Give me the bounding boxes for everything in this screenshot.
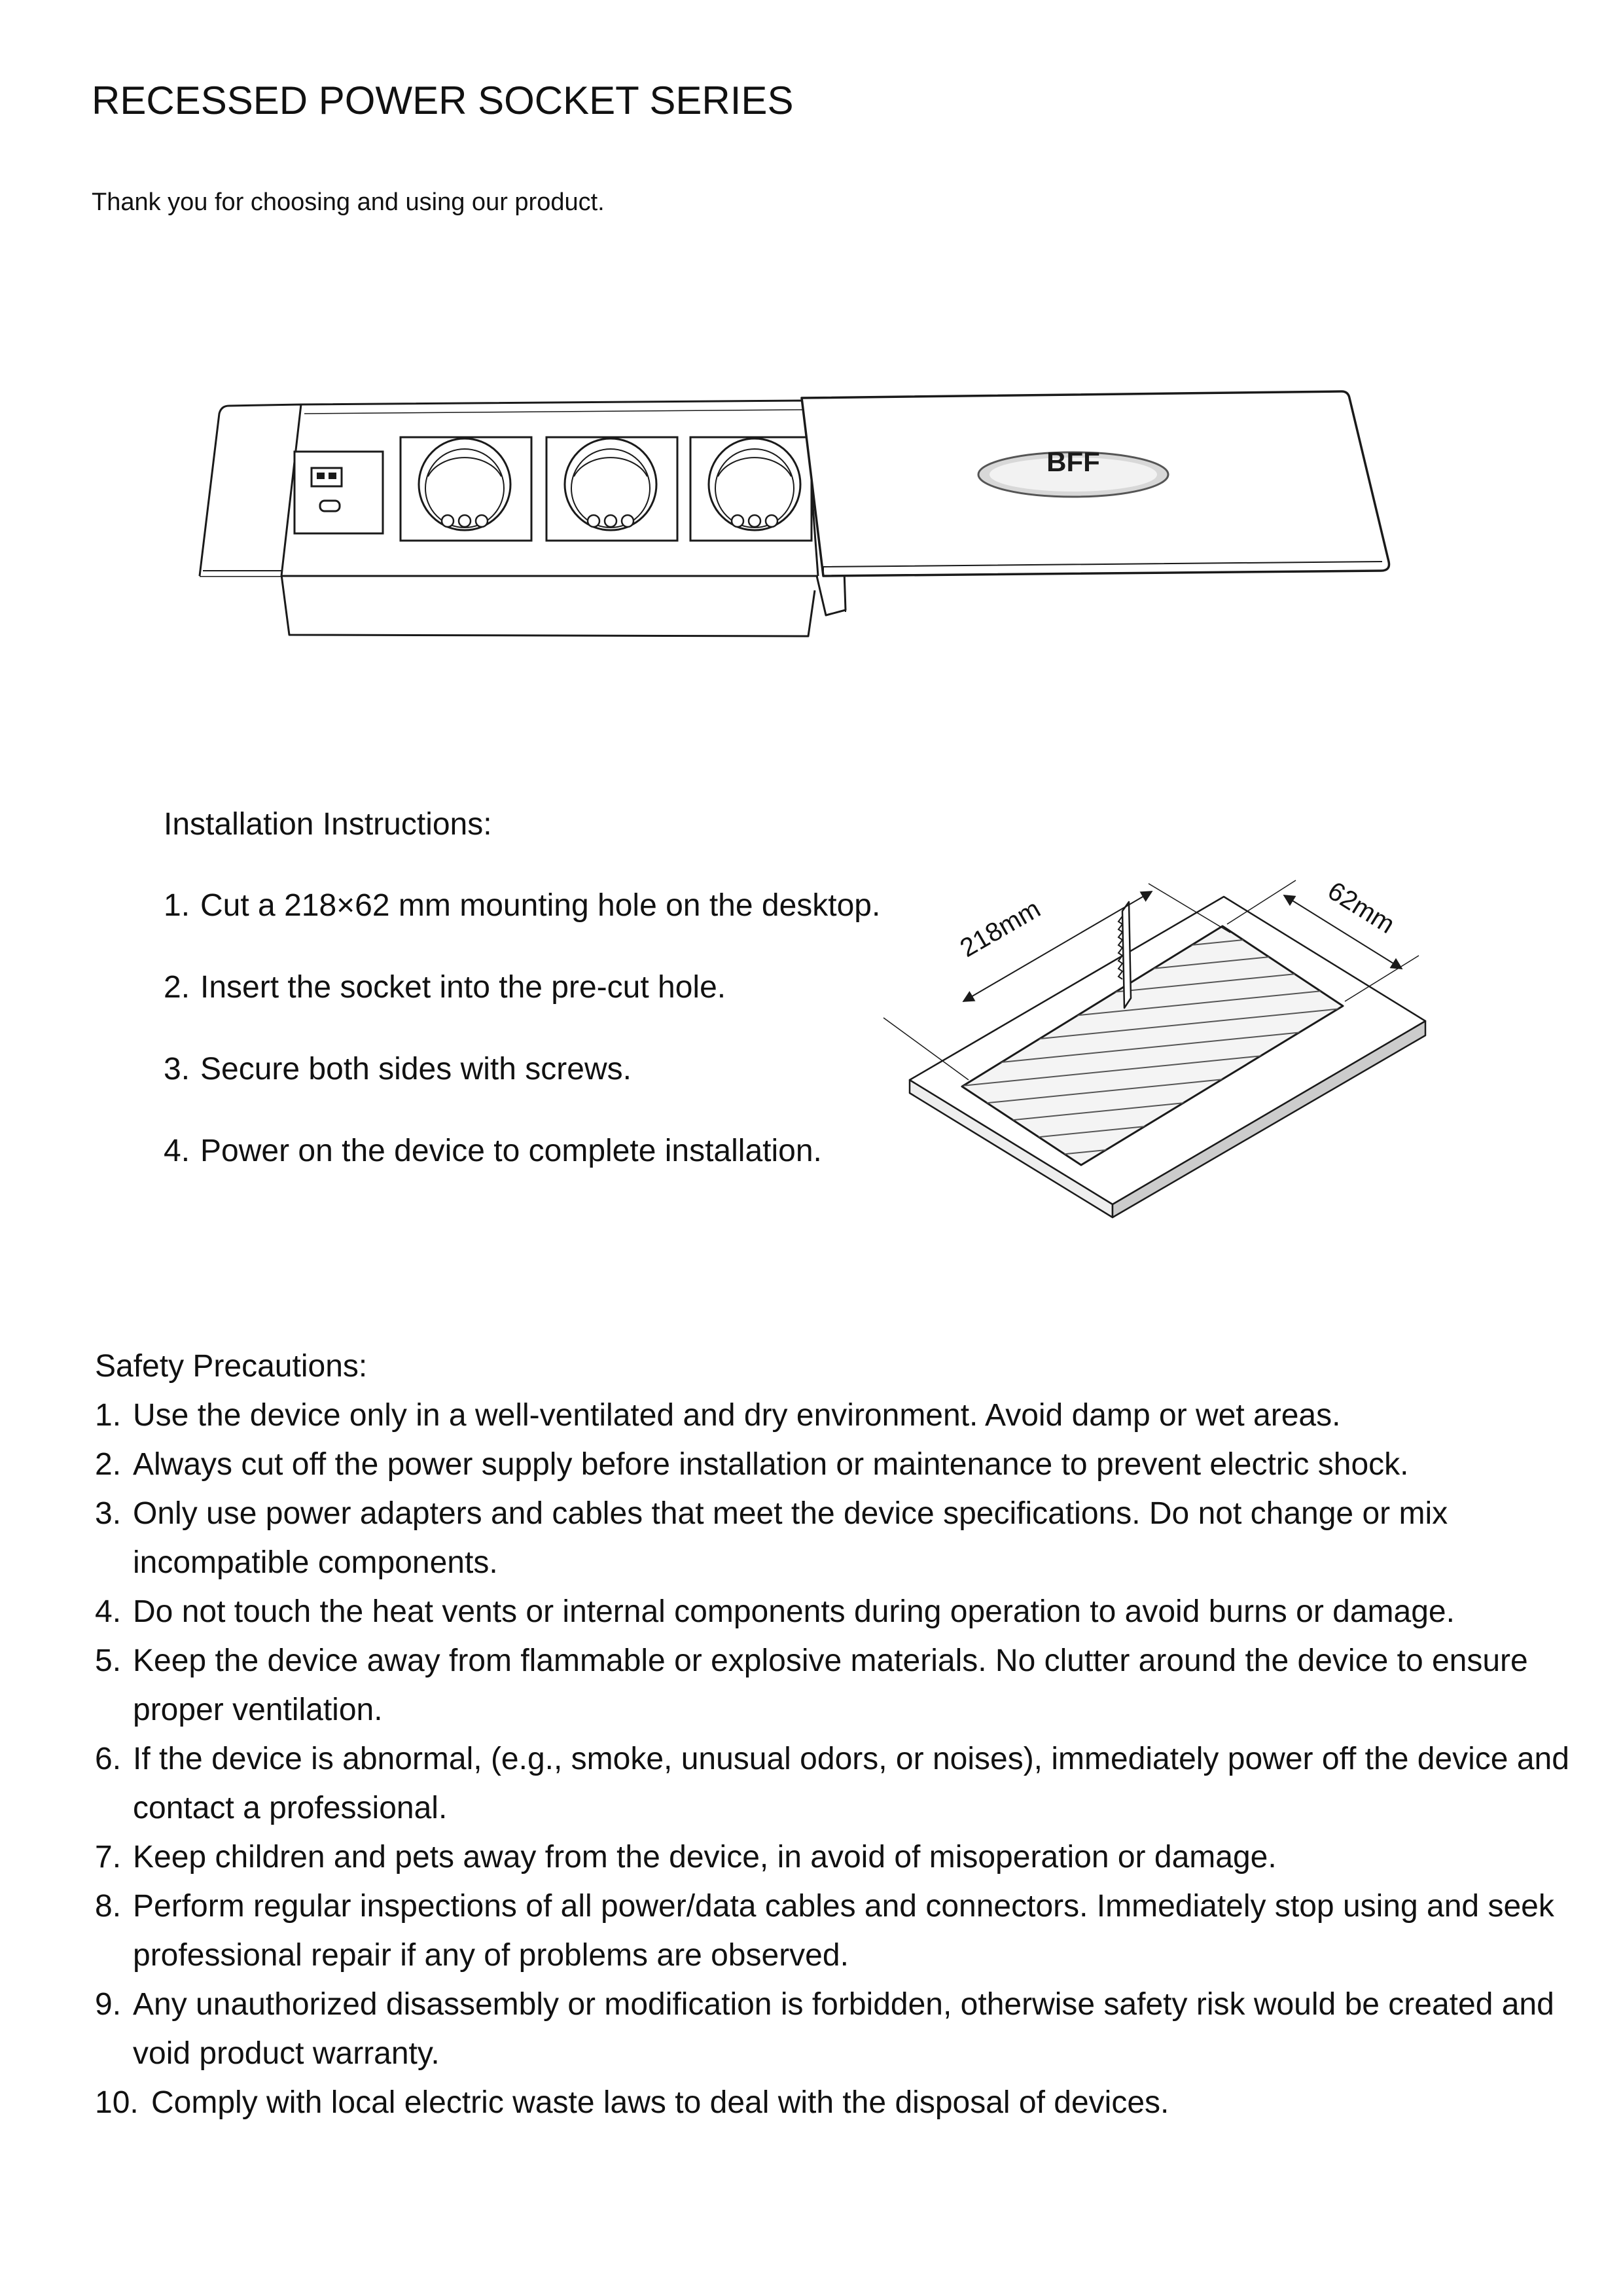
safety-item-text: Only use power adapters and cables that meet the device specifications. Do not change or mix incompatible components. (133, 1496, 1448, 1580)
step-number: 3. (164, 1052, 190, 1086)
socket-outlet-2 (546, 437, 677, 541)
safety-item (95, 1980, 1594, 2078)
safety-item (95, 2078, 1594, 2127)
safety-item-text: Keep the device away from flammable or explosive materials. No clutter around the device to ensure proper ventilation. (133, 1643, 1528, 1727)
length-label: 218mm (955, 894, 1046, 963)
step-text: Cut a 218×62 mm mounting hole on the desktop. (200, 888, 881, 923)
intro-text: Thank you for choosing and using our product. (92, 188, 605, 216)
safety-item-number: 9. (95, 1987, 122, 2022)
safety-item-text: Perform regular inspections of all power/data cables and connectors. Immediately stop using and seek professional repair if any of problems are observed. (133, 1889, 1554, 1973)
width-label: 62mm (1323, 876, 1400, 940)
safety-item-text: Use the device only in a well-ventilated and dry environment. Avoid damp or wet areas. (133, 1398, 1341, 1433)
socket-product-illustration (190, 386, 1414, 805)
safety-item (95, 1391, 1594, 1440)
safety-item-number: 6. (95, 1742, 122, 1776)
mounting-hole-diagram (870, 870, 1459, 1224)
installation-step (164, 968, 923, 1007)
safety-item (95, 1489, 1594, 1587)
installation-step (164, 1132, 923, 1171)
safety-item (95, 1440, 1594, 1489)
socket-outlet-3 (690, 437, 812, 541)
safety-item (95, 1734, 1594, 1833)
step-number: 4. (164, 1134, 190, 1168)
step-text: Insert the socket into the pre-cut hole. (200, 970, 726, 1005)
safety-item-text: Do not touch the heat vents or internal components during operation to avoid burns or damage. (133, 1594, 1455, 1629)
safety-heading: Safety Precautions: (95, 1349, 368, 1384)
installation-section (164, 805, 923, 1171)
usb-c-port-icon (320, 501, 340, 511)
socket-outlet-1 (401, 437, 531, 541)
safety-item-text: If the device is abnormal, (e.g., smoke, unusual odors, or noises), immediately power off the device and contact a professional. (133, 1742, 1569, 1825)
usb-a-port-icon (312, 468, 342, 486)
safety-item-text: Keep children and pets away from the device, in avoid of misoperation or damage. (133, 1840, 1277, 1874)
safety-item-number: 8. (95, 1889, 122, 1924)
safety-item-text: Comply with local electric waste laws to deal with the disposal of devices. (151, 2085, 1169, 2120)
step-text: Power on the device to complete installation. (200, 1134, 822, 1168)
step-text: Secure both sides with screws. (200, 1052, 632, 1086)
safety-item (95, 1587, 1594, 1636)
safety-item (95, 1882, 1594, 1980)
usb-module (294, 452, 383, 533)
safety-section (95, 1342, 1594, 2127)
safety-item-number: 7. (95, 1840, 122, 1874)
safety-item-number: 10. (95, 2085, 139, 2120)
safety-item-text: Any unauthorized disassembly or modification is forbidden, otherwise safety risk would be created and void product warranty. (133, 1987, 1554, 2071)
step-number: 2. (164, 970, 190, 1005)
safety-item-number: 1. (95, 1398, 122, 1433)
document-title: RECESSED POWER SOCKET SERIES (92, 79, 794, 122)
safety-item (95, 1636, 1594, 1734)
step-number: 1. (164, 888, 190, 923)
safety-item (95, 1833, 1594, 1882)
installation-step (164, 886, 923, 925)
svg-text:BFF: BFF (1046, 446, 1100, 477)
installation-step (164, 1050, 923, 1089)
safety-item-number: 3. (95, 1496, 122, 1531)
safety-item-text: Always cut off the power supply before installation or maintenance to prevent electric shock. (133, 1447, 1409, 1482)
safety-item-number: 5. (95, 1643, 122, 1678)
safety-item-number: 4. (95, 1594, 122, 1629)
safety-item-number: 2. (95, 1447, 122, 1482)
installation-heading: Installation Instructions: (164, 807, 492, 842)
